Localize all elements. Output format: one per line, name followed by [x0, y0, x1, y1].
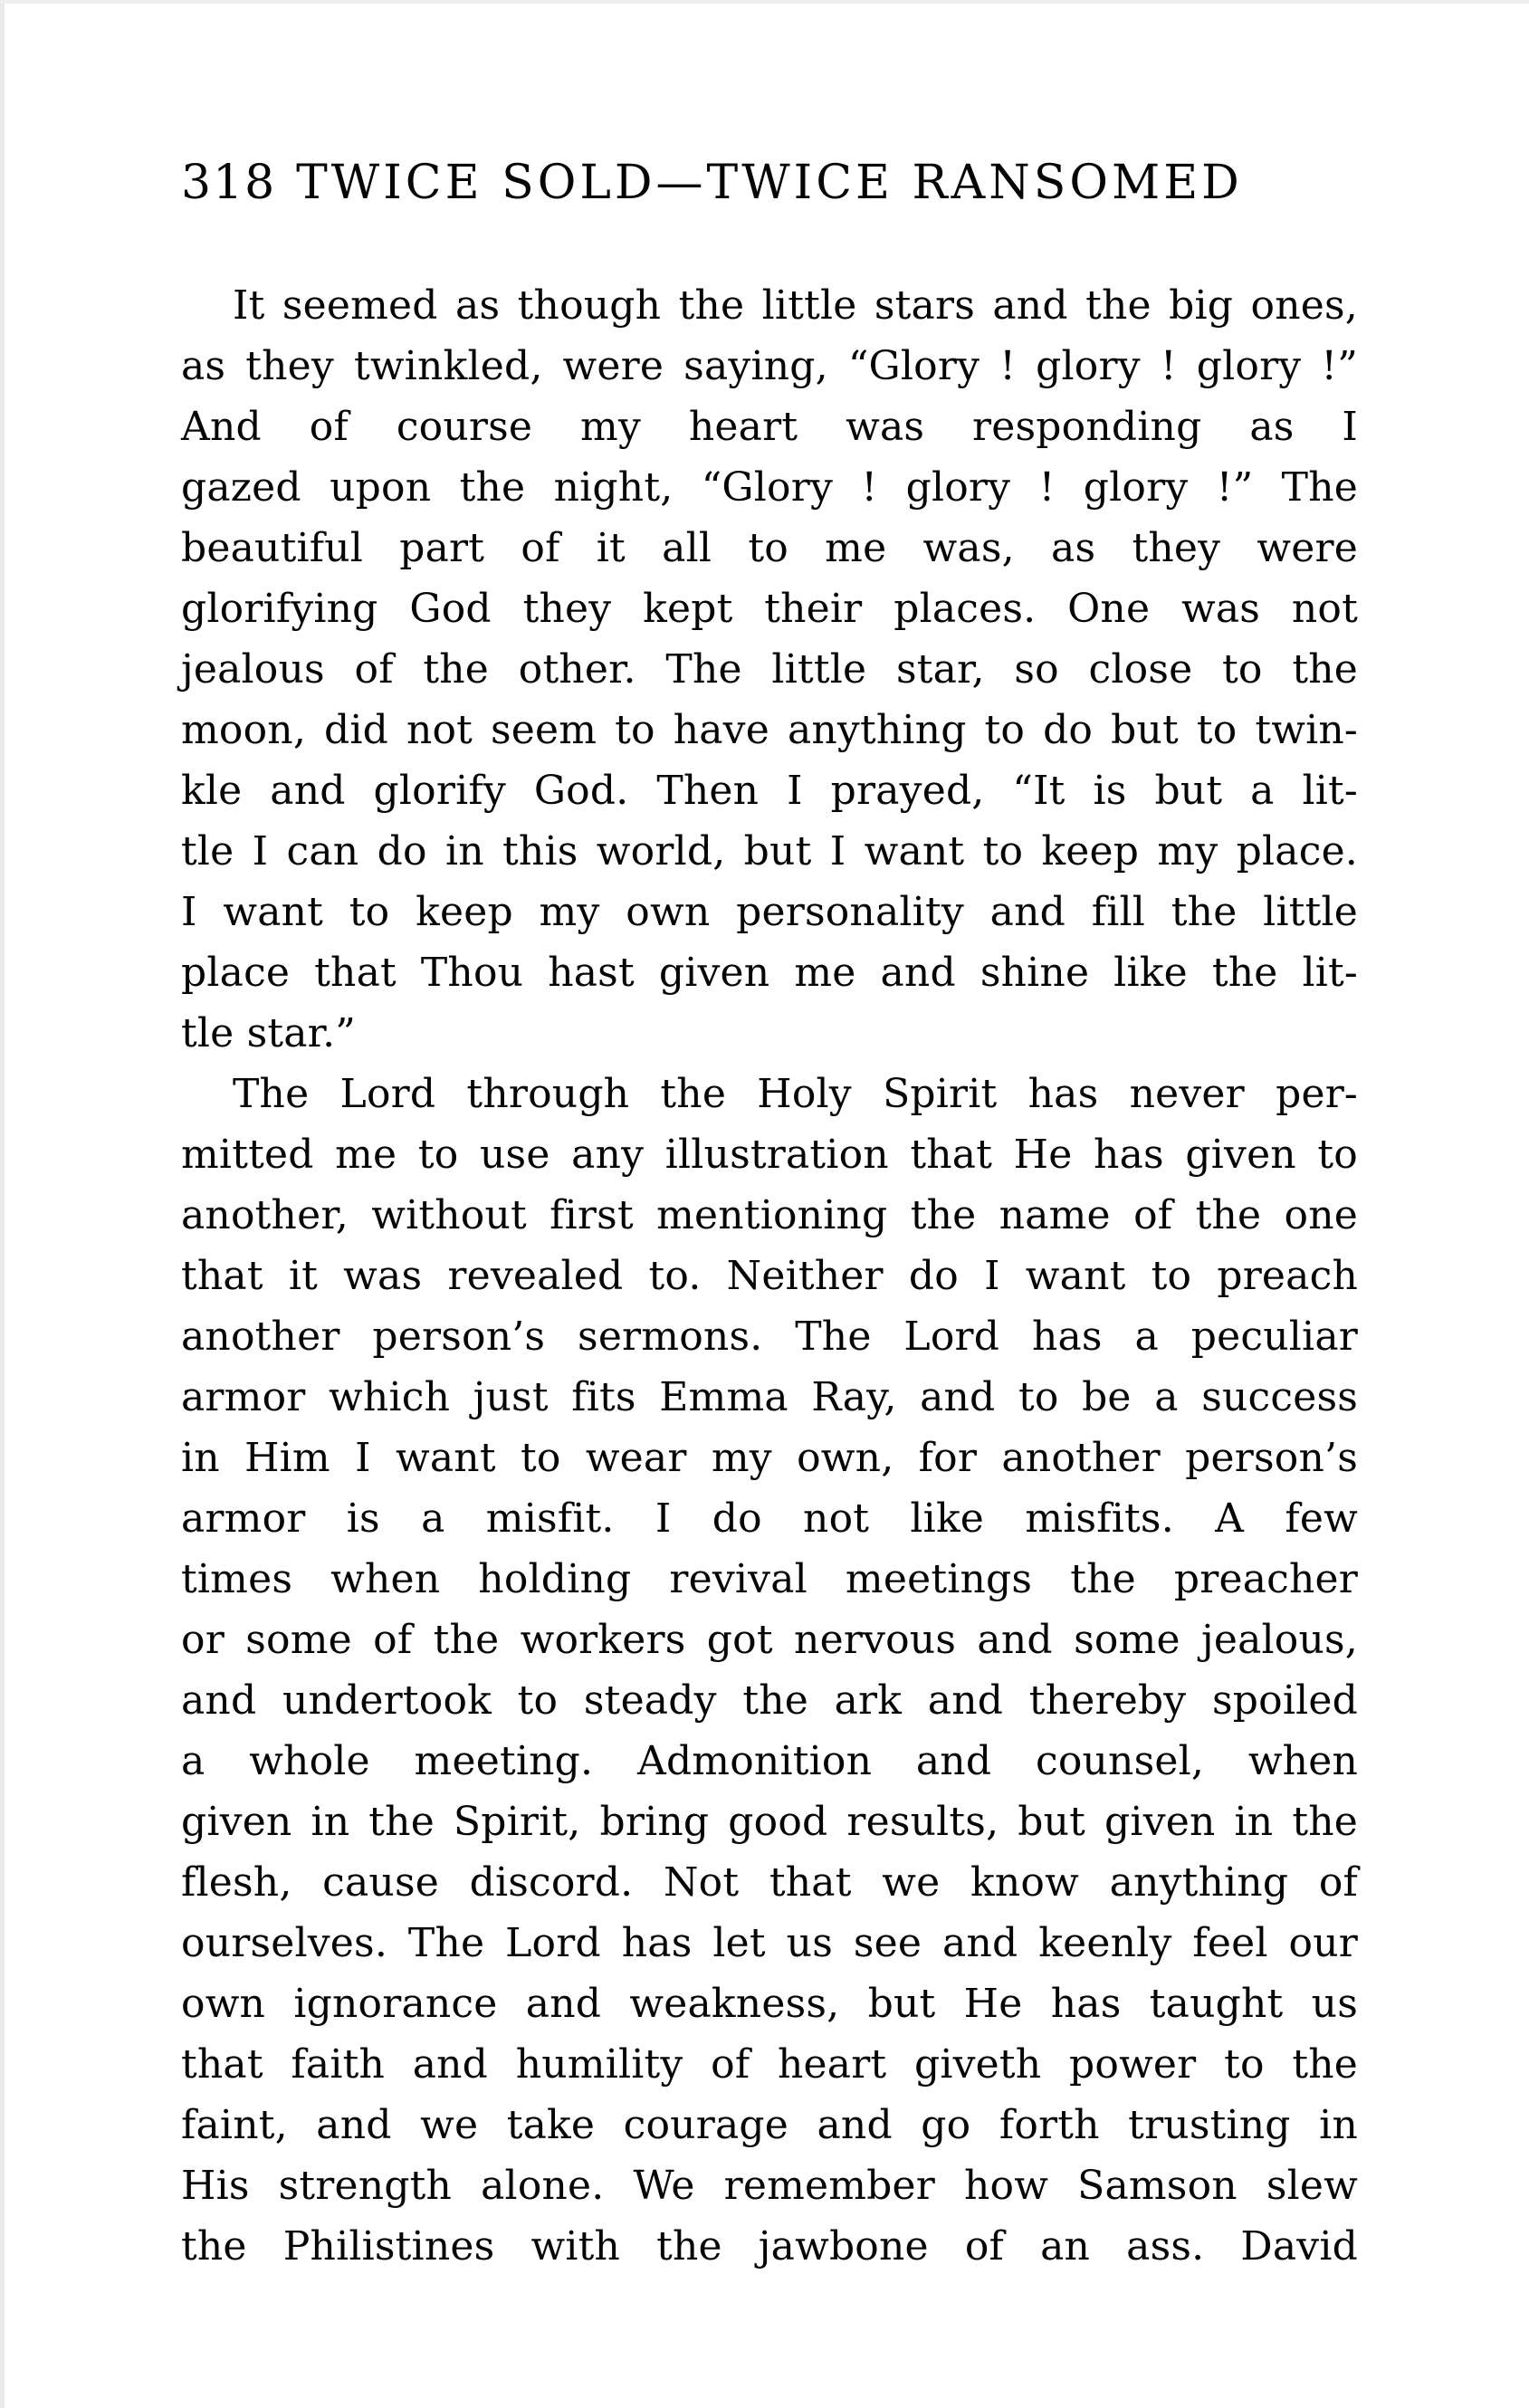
text-line: as they twinkled, were saying, “Glory ! glory ! glory !”	[181, 343, 1358, 389]
running-title: TWICE SOLD—TWICE RANSOMED	[296, 156, 1243, 210]
text-line: armor is a misfit. I do not like misfits. A few	[181, 1495, 1358, 1542]
text-line: jealous of the other. The little star, so close to the	[181, 646, 1358, 693]
page-body	[181, 275, 1358, 2277]
text-line: tle I can do in this world, but I want to keep my place.	[181, 828, 1358, 874]
text-line: beautiful part of it all to me was, as they were	[181, 525, 1358, 571]
text-block	[181, 0, 1358, 2277]
text-line: And of course my heart was responding as I	[181, 404, 1358, 450]
text-line: own ignorance and weakness, but He has taught us	[181, 1981, 1358, 2027]
text-line: ourselves. The Lord has let us see and keenly feel our	[181, 1920, 1358, 1966]
text-line: I want to keep my own personality and fill the little	[181, 889, 1358, 935]
text-line: that faith and humility of heart giveth power to the	[181, 2041, 1358, 2088]
text-line: that it was revealed to. Neither do I want to preach	[181, 1253, 1358, 1299]
text-line: flesh, cause discord. Not that we know anything of	[181, 1859, 1358, 1906]
text-line: The Lord through the Holy Spirit has never per-	[233, 1071, 1358, 1117]
page-number: 318	[181, 156, 277, 210]
text-line: and undertook to steady the ark and thereby spoiled	[181, 1677, 1358, 1724]
text-line: in Him I want to wear my own, for another person’s	[181, 1435, 1358, 1481]
text-line: given in the Spirit, bring good results, but given in the	[181, 1799, 1358, 1845]
text-line: the Philistines with the jawbone of an ass. David	[181, 2223, 1358, 2269]
paragraph	[181, 1064, 1358, 2277]
text-line: a whole meeting. Admonition and counsel, when	[181, 1738, 1358, 1784]
text-line: His strength alone. We remember how Samson slew	[181, 2163, 1358, 2209]
text-line: times when holding revival meetings the preacher	[181, 1556, 1358, 1602]
text-line: place that Thou hast given me and shine like the lit-	[181, 950, 1358, 996]
text-line: another person’s sermons. The Lord has a peculiar	[181, 1314, 1358, 1360]
text-line: moon, did not seem to have anything to do but to twin-	[181, 707, 1358, 753]
text-line: gazed upon the night, “Glory ! glory ! glory !” The	[181, 464, 1358, 511]
text-line: faint, and we take courage and go forth trusting in	[181, 2102, 1358, 2148]
text-line: armor which just fits Emma Ray, and to be a success	[181, 1374, 1358, 1420]
text-line: tle star.”	[181, 1010, 356, 1056]
page-header	[181, 156, 1358, 210]
text-line: mitted me to use any illustration that He has given to	[181, 1132, 1358, 1178]
text-line: or some of the workers got nervous and some jealous,	[181, 1617, 1358, 1663]
paragraph	[181, 275, 1358, 1064]
text-line: It seemed as though the little stars and the big ones,	[233, 282, 1358, 329]
text-line: kle and glorify God. Then I prayed, “It is but a lit-	[181, 768, 1358, 814]
text-line: glorifying God they kept their places. One was not	[181, 586, 1358, 632]
text-line: another, without first mentioning the name of the one	[181, 1192, 1358, 1238]
